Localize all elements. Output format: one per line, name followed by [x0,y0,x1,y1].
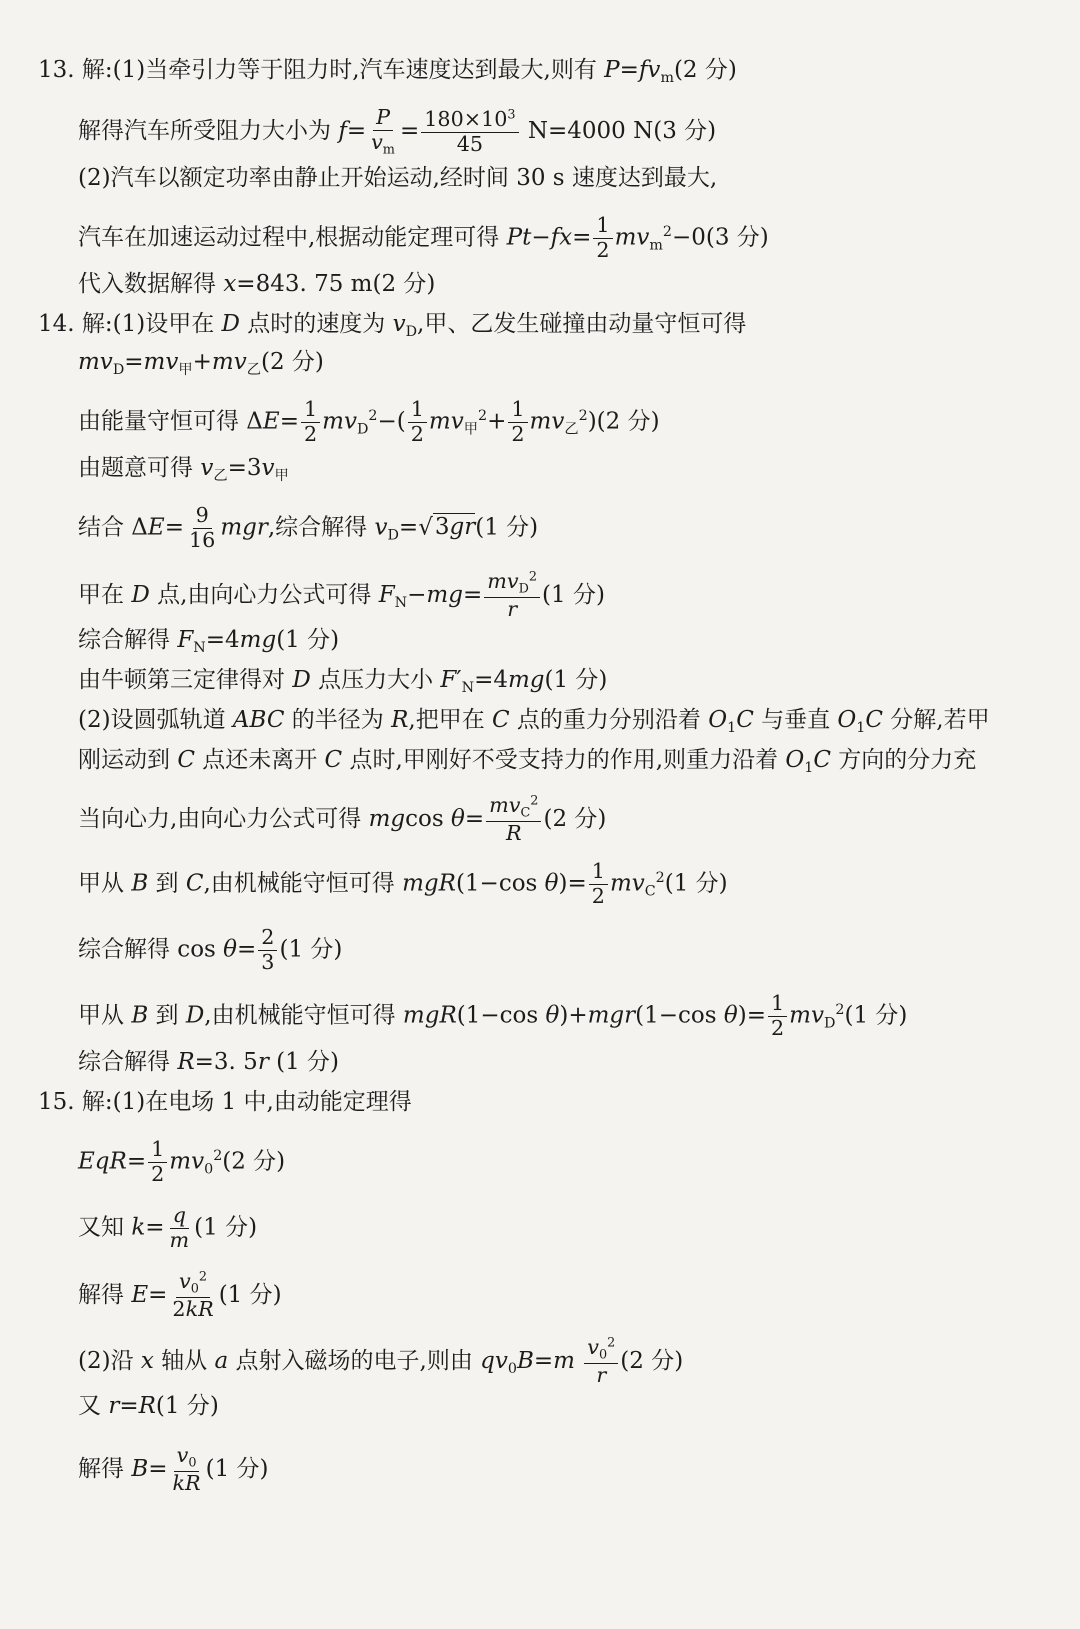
q14-line-10: 刚运动到 C 点还未离开 C 点时,甲刚好不受支持力的作用,则重力沿着 $O_1C$ 方向的分力充 [78,747,977,776]
q14-line-3: 由能量守恒可得 ΔE= $\frac{1}{2}$ $mv_D^2-$( $\frac{1}{2}$ $mv_甲^2+$ $\frac{1}{2}$ $mv_乙^2)(2$ 分) [78,397,660,446]
fraction: $\frac{1}{2}$ [408,398,427,447]
q14-line-11: 当向心力,由向心力公式可得 mgcos θ= $\frac{mv_C^2}{R}$ (2 分) [78,793,607,846]
q14-line-7: 综合解得 $F_N=4mg(1$ 分) [78,627,340,656]
fraction: $\frac{180\times 10^3}{45}$ [421,108,518,157]
fraction: $\frac{1}{2}$ [301,398,320,447]
q14-line-15: 综合解得 R=3. 5r (1 分) [78,1049,340,1075]
fraction: $\frac{P}{v_m}$ [371,105,395,158]
q14-line-5: 结合 ΔE= $\frac{9}{16}$ mgr,综合解得 $v_D=√3gr(1$ 分) [78,503,539,552]
q13-line-3: (2)汽车以额定功率由静止开始运动,经时间 30 s 速度达到最大, [78,165,718,191]
q15-line-7: 解得 B= $\frac{v_0}{kR}$ (1 分) [78,1443,269,1496]
q13-line-5: 代入数据解得 x=843. 75 m(2 分) [78,271,436,297]
fraction: $\frac{v_0}{kR}$ [172,1443,201,1496]
q13-line-1-text: 13. 解:(1)当牵引力等于阻力时,汽车速度达到最大,则有 $P=fv_m(2$ 分) [38,57,737,86]
q13-line-2: 解得汽车所受阻力大小为 f= $\frac{P}{v_m}$ = $\frac{180\times 10^3}{45}$ N=4000 N(3 分) [78,105,717,158]
fraction: $\frac{v_0^2}{r}$ [584,1336,618,1388]
q14-line-1: 14. 解:(1)设甲在 D 点时的速度为 $v_D$,甲、乙发生碰撞由动量守恒可得 [38,311,747,340]
fraction: $\frac{2}{3}$ [258,926,277,975]
q14-line-4: 由题意可得 $v_乙=3v_甲$ [78,455,289,484]
fraction: $\frac{q}{m}$ [169,1203,190,1252]
fraction: $\frac{mv_D^2}{r}$ [484,570,540,622]
q14-line-9: (2)设圆弧轨道 ABC 的半径为 R,把甲在 C 点的重力分别沿着 $O_1C$ 与垂直 $O_1C$ 分解,若甲 [78,707,990,736]
q13-line-1 [38,54,1060,94]
fraction: $\frac{1}{2}$ [148,1138,167,1187]
q14-line-14: 甲从 B 到 D,由机械能守恒可得 mgR(1−cos θ)+mgr(1−cos θ)= $\frac{1}{2}$ $mv_D^2(1$ 分) [78,991,908,1040]
q13-line-4: 汽车在加速运动过程中,根据动能定理可得 Pt−fx= $\frac{1}{2}$ $mv_m^2-0(3$ 分) [78,213,769,262]
q15-line-3: 又知 k= $\frac{q}{m}$ (1 分) [78,1203,258,1252]
q14-line-12: 甲从 B 到 C,由机械能守恒可得 mgR(1−cos θ)= $\frac{1}{2}$ $mv_C^2(1$ 分) [78,859,728,908]
q15-line-1: 15. 解:(1)在电场 1 中,由动能定理得 [38,1089,412,1115]
q14-line-13: 综合解得 cos θ= $\frac{2}{3}$ (1 分) [78,925,343,974]
q15-line-4: 解得 E= $\frac{v_0^2}{2kR}$ (1 分) [78,1269,282,1322]
q14-line-6: 甲在 D 点,由向心力公式可得 $F_N-mg=$ $\frac{mv_D^2}{r}$ (1 分) [78,569,605,622]
q14-line-8: 由牛顿第三定律得对 D 点压力大小 $F'_N=4mg(1$ 分) [78,667,608,696]
q15-line-6: 又 r=R(1 分) [78,1393,219,1419]
fraction: $\frac{1}{2}$ [508,398,527,447]
q15-line-2: EqR= $\frac{1}{2}$ $mv_0^2(2$ 分) [78,1137,286,1186]
fraction: $\frac{1}{2}$ [589,860,608,909]
fraction: $\frac{mv_C^2}{R}$ [486,794,541,846]
q14-line-2: $mv_D=mv_甲+mv_乙(2$ 分) [78,349,324,378]
fraction: $\frac{9}{16}$ [189,503,216,552]
q15-line-5: (2)沿 x 轴从 a 点射入磁场的电子,则由 $qv_0B=m$ $\frac{v_0^2}{r}$ (2 分) [78,1335,684,1388]
fraction: $\frac{v_0^2}{2kR}$ [172,1269,214,1322]
fraction: $\frac{1}{2}$ [593,214,612,263]
fraction: $\frac{1}{2}$ [768,992,787,1041]
